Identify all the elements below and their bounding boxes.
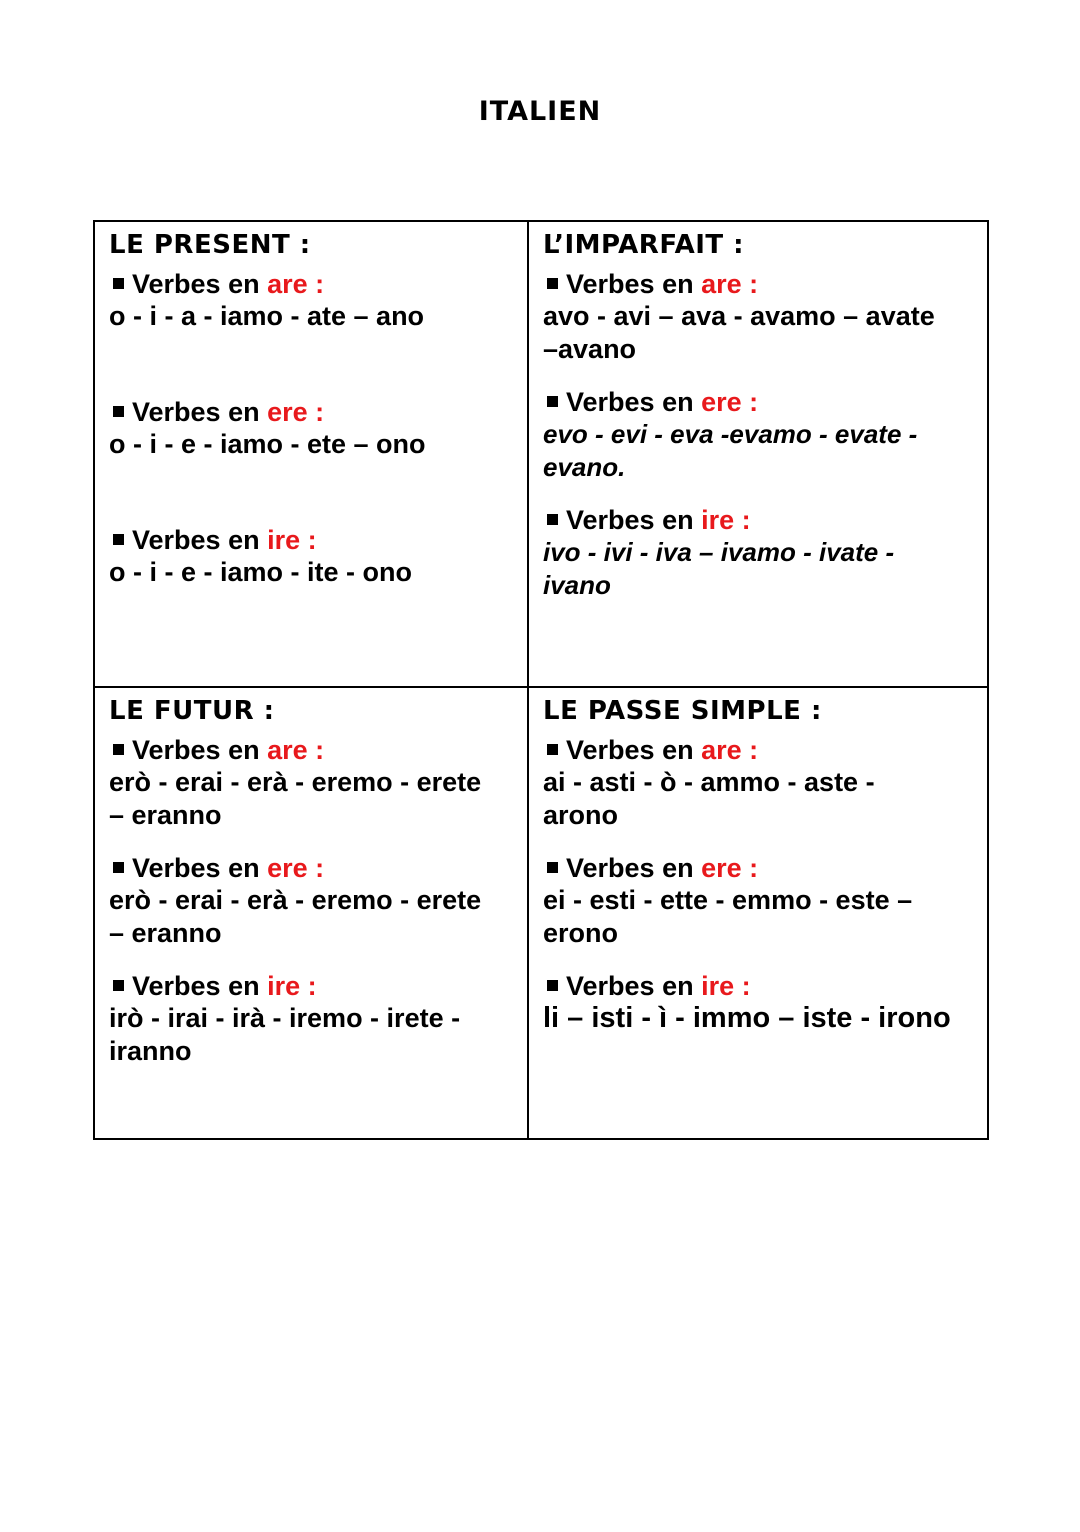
endings-text: avo - avi – ava - avamo – avate –avano — [543, 301, 935, 364]
group-colon: : — [734, 971, 751, 1001]
group-colon: : — [741, 735, 759, 765]
verb-group-ire — [543, 970, 977, 1035]
verb-group-ire — [543, 504, 977, 602]
endings-text: li – isti - ì - immo – iste - irono — [543, 1002, 951, 1034]
verb-group-ere — [109, 852, 517, 950]
verb-type: ere — [701, 853, 742, 883]
verb-type: ere — [267, 853, 308, 883]
verb-type: ere — [267, 397, 308, 427]
square-bullet-icon — [547, 278, 558, 289]
group-heading — [109, 734, 517, 766]
verb-type: ire — [267, 525, 301, 555]
group-heading — [543, 852, 977, 884]
group-heading — [109, 396, 517, 428]
square-bullet-icon — [113, 744, 124, 755]
endings-text: erò - erai - erà - eremo - erete – eranno — [109, 885, 482, 948]
group-heading — [109, 852, 517, 884]
verb-type: ire — [267, 971, 301, 1001]
verb-group-are — [109, 734, 517, 832]
endings-text: o - i - e - iamo - ete – ono — [109, 429, 426, 459]
square-bullet-icon — [113, 406, 124, 417]
group-prefix: Verbes en — [132, 397, 268, 427]
group-colon: : — [307, 735, 325, 765]
verb-group-are — [543, 268, 977, 366]
group-heading — [109, 268, 517, 300]
group-heading — [543, 734, 977, 766]
verb-group-ere — [543, 386, 977, 484]
group-heading — [543, 386, 977, 418]
group-prefix: Verbes en — [132, 853, 268, 883]
group-prefix: Verbes en — [132, 525, 268, 555]
cell-title: LE PRESENT : — [109, 230, 311, 260]
endings-text: ai - asti - ò - ammo - aste - arono — [543, 767, 875, 830]
verb-type: ire — [701, 971, 735, 1001]
group-prefix: Verbes en — [566, 735, 702, 765]
verb-type: are — [267, 735, 308, 765]
square-bullet-icon — [113, 980, 124, 991]
group-prefix: Verbes en — [566, 269, 702, 299]
square-bullet-icon — [113, 862, 124, 873]
cell-title: LE FUTUR : — [109, 696, 275, 726]
group-prefix: Verbes en — [566, 505, 702, 535]
verb-type: are — [267, 269, 308, 299]
group-colon: : — [307, 853, 325, 883]
cell-present — [95, 222, 529, 688]
group-heading — [109, 970, 517, 1002]
group-prefix: Verbes en — [132, 735, 268, 765]
group-prefix: Verbes en — [132, 269, 268, 299]
verb-group-ere — [109, 396, 517, 461]
group-colon: : — [741, 387, 759, 417]
group-colon: : — [734, 505, 751, 535]
group-heading — [543, 504, 977, 536]
group-heading — [543, 268, 977, 300]
group-colon: : — [307, 269, 325, 299]
group-colon: : — [307, 397, 325, 427]
group-colon: : — [741, 853, 759, 883]
group-colon: : — [300, 971, 317, 1001]
verb-type: are — [701, 269, 742, 299]
group-heading — [109, 524, 517, 556]
group-prefix: Verbes en — [132, 971, 268, 1001]
cell-futur — [95, 688, 529, 1138]
endings-text: ivo - ivi - iva – ivamo - ivate - ivano — [543, 537, 895, 600]
square-bullet-icon — [113, 534, 124, 545]
endings-text: erò - erai - erà - eremo - erete – eranno — [109, 767, 482, 830]
square-bullet-icon — [113, 278, 124, 289]
verb-group-ire — [109, 524, 517, 589]
group-prefix: Verbes en — [566, 971, 702, 1001]
group-colon: : — [741, 269, 759, 299]
page-title: ITALIEN — [478, 96, 602, 127]
verb-type: ere — [701, 387, 742, 417]
group-prefix: Verbes en — [566, 387, 702, 417]
endings-text: o - i - e - iamo - ite - ono — [109, 557, 412, 587]
square-bullet-icon — [547, 980, 558, 991]
verb-type: ire — [701, 505, 735, 535]
cell-imparfait — [529, 222, 987, 688]
verb-type: are — [701, 735, 742, 765]
square-bullet-icon — [547, 862, 558, 873]
endings-text: ei - esti - ette - emmo - este – erono — [543, 885, 913, 948]
cell-title: LE PASSE SIMPLE : — [543, 696, 822, 726]
cell-title: L’IMPARFAIT : — [543, 230, 745, 260]
conjugation-table — [93, 220, 989, 1140]
verb-group-are — [109, 268, 517, 333]
endings-text: o - i - a - iamo - ate – ano — [109, 301, 425, 331]
square-bullet-icon — [547, 514, 558, 525]
group-prefix: Verbes en — [566, 853, 702, 883]
endings-text: evo - evi - eva -evamo - evate - evano. — [543, 419, 918, 482]
group-colon: : — [300, 525, 317, 555]
square-bullet-icon — [547, 396, 558, 407]
group-heading — [543, 970, 977, 1002]
verb-group-ire — [109, 970, 517, 1068]
square-bullet-icon — [547, 744, 558, 755]
verb-group-are — [543, 734, 977, 832]
cell-passe-simple — [529, 688, 987, 1138]
verb-group-ere — [543, 852, 977, 950]
endings-text: irò - irai - irà - iremo - irete - iranno — [109, 1003, 461, 1066]
